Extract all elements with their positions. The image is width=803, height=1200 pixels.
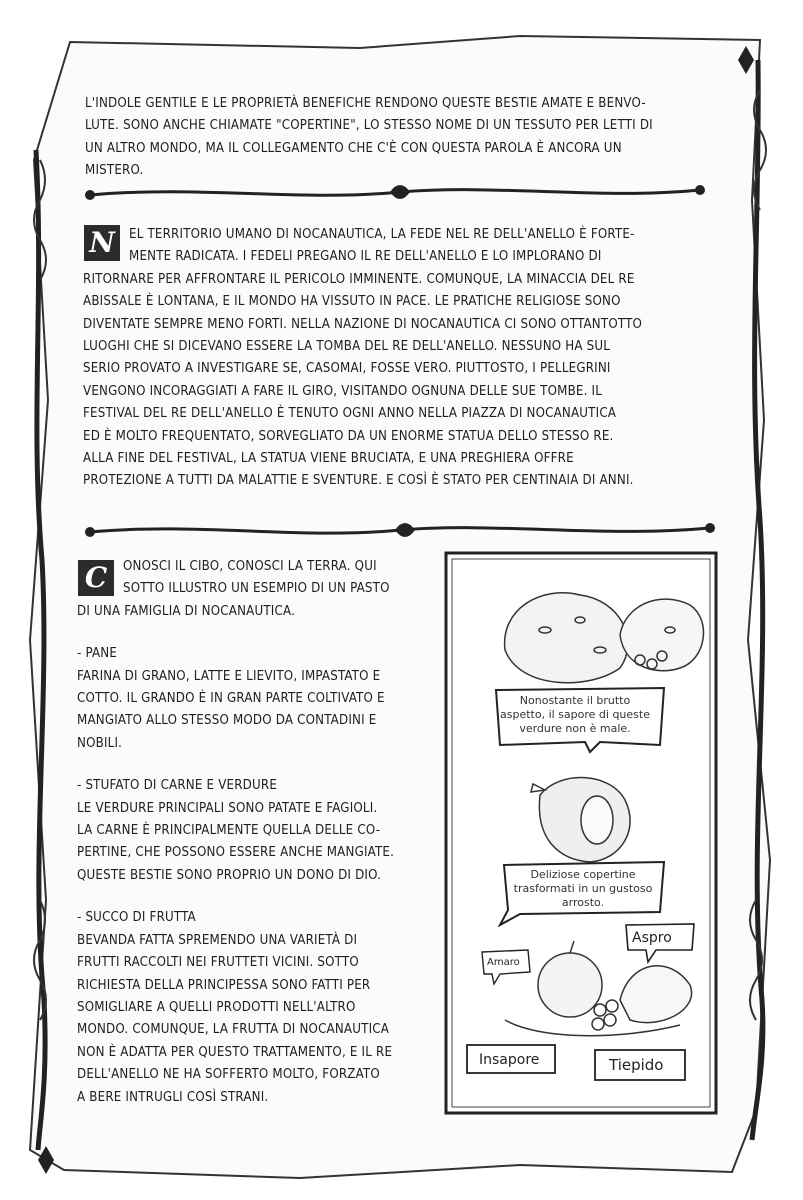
text-line: SOMIGLIARE A QUELLI PRODOTTI NELL'ALTRO: [77, 999, 356, 1015]
text-line: RICHIESTA DELLA PRINCIPESSA SONO FATTI PER: [77, 977, 371, 993]
text-line: ALLA FINE DEL FESTIVAL, LA STATUA VIENE BRUCIATA, E UNA PREGHIERA OFFRE: [83, 451, 574, 467]
bubble-line: aspetto, il sapore di queste: [500, 708, 650, 721]
text-line: QUESTE BESTIE SONO PROPRIO UN DONO DI DIO.: [77, 867, 382, 883]
text-line: MANGIATO ALLO STESSO MODO DA CONTADINI E: [77, 713, 377, 729]
text-line: SERIO PROVATO A INVESTIGARE SE, CASOMAI, FOSSE VERO. PIUTTOSTO, I PELLEGRINI: [83, 361, 611, 377]
section-3-text: [77, 556, 432, 1109]
bubble-2-text: [508, 868, 658, 910]
text-line: DELL'ANELLO NE HA SOFFERTO MOLTO, FORZATO: [77, 1067, 380, 1083]
label-amaro: Amaro: [487, 957, 520, 968]
item-title-succo: - SUCCO DI FRUTTA: [77, 910, 196, 926]
text-line: FARINA DI GRANO, LATTE E LIEVITO, IMPASTATO E: [77, 668, 381, 684]
text-line: RITORNARE PER AFFRONTARE IL PERICOLO IMMINENTE. COMUNQUE, LA MINACCIA DEL RE: [83, 271, 635, 287]
bubble-1-text: [500, 694, 650, 736]
label-tiepido: Tiepido: [609, 1056, 664, 1074]
text-line: VENGONO INCORAGGIATI A FARE IL GIRO, VISITANDO OGNUNA DELLE SUE TOMBE. IL: [83, 383, 603, 399]
text-line: DI UNA FAMIGLIA DI NOCANAUTICA.: [77, 603, 296, 619]
text-line: FRUTTI RACCOLTI NEI FRUTTETI VICINI. SOTTO: [77, 955, 359, 971]
drop-cap-n: N: [84, 225, 120, 261]
text-line: EL TERRITORIO UMANO DI NOCANAUTICA, LA FEDE NEL RE DELL'ANELLO È FORTE-: [129, 227, 635, 242]
text-line: UN ALTRO MONDO, MA IL COLLEGAMENTO CHE C'È CON QUESTA PAROLA È ANCORA UN: [85, 140, 622, 156]
text-line: SOTTO ILLUSTRO UN ESEMPIO DI UN PASTO: [123, 581, 390, 597]
label-insapore: Insapore: [479, 1052, 540, 1068]
bread-sketch: [505, 593, 704, 683]
item-title-pane: - PANE: [77, 646, 118, 662]
text-line: LE VERDURE PRINCIPALI SONO PATATE E FAGIOLI.: [77, 800, 378, 816]
text-line: ABISSALE È LONTANA, E IL MONDO HA VISSUTO IN PACE. LE PRATICHE RELIGIOSE SONO: [83, 294, 621, 310]
bubble-line: Deliziose copertine: [530, 868, 636, 881]
text-line: LUOGHI CHE SI DICEVANO ESSERE LA TOMBA DEL RE DELL'ANELLO. NESSUNO HA SUL: [83, 339, 611, 355]
section-2-text: [83, 224, 713, 493]
text-line: PERTINE, CHE POSSONO ESSERE ANCHE MANGIATE.: [77, 845, 395, 861]
text-line: DIVENTATE SEMPRE MENO FORTI. NELLA NAZIONE DI NOCANAUTICA CI SONO OTTANTOTTO: [83, 316, 643, 332]
text-line: BEVANDA FATTA SPREMENDO UNA VARIETÀ DI: [77, 932, 358, 948]
bubble-line: Nonostante il brutto: [519, 694, 631, 707]
text-line: COTTO. IL GRANDO È IN GRAN PARTE COLTIVATO E: [77, 691, 385, 707]
text-line: PROTEZIONE A TUTTI DA MALATTIE E SVENTURE. E COSÌ È STATO PER CENTINAIA DI ANNI.: [83, 473, 634, 489]
section-1-text: [85, 93, 705, 183]
bubble-line: trasformati in un gustoso: [513, 882, 653, 895]
text-line: LUTE. SONO ANCHE CHIAMATE "COPERTINE", LO STESSO NOME DI UN TESSUTO PER LETTI DI: [85, 118, 653, 134]
text-line: A BERE INTRUGLI COSÌ STRANI.: [77, 1089, 269, 1105]
text-line: NOBILI.: [77, 735, 123, 751]
text-line: FESTIVAL DEL RE DELL'ANELLO È TENUTO OGNI ANNO NELLA PIAZZA DI NOCANAUTICA: [83, 406, 617, 422]
drop-cap-c: C: [78, 560, 114, 596]
label-aspro: Aspro: [632, 930, 672, 946]
text-line: MONDO. COMUNQUE, LA FRUTTA DI NOCANAUTICA: [77, 1022, 390, 1038]
text-line: LA CARNE È PRINCIPALMENTE QUELLA DELLE CO-: [77, 823, 381, 839]
bubble-line: arrosto.: [561, 896, 605, 909]
item-title-stufato: - STUFATO DI CARNE E VERDURE: [77, 778, 278, 794]
text-line: MENTE RADICATA. I FEDELI PREGANO IL RE DELL'ANELLO E LO IMPLORANO DI: [129, 249, 602, 265]
text-line: L'INDOLE GENTILE E LE PROPRIETÀ BENEFICHE RENDONO QUESTE BESTIE AMATE E BENVO-: [85, 96, 646, 111]
bubble-line: verdure non è male.: [519, 722, 631, 735]
text-line: MISTERO.: [85, 163, 144, 179]
text-line: NON È ADATTA PER QUESTO TRATTAMENTO, E IL RE: [77, 1044, 393, 1060]
text-line: ED È MOLTO FREQUENTATO, SORVEGLIATO DA UN ENORME STATUA DELLO STESSO RE.: [83, 428, 614, 444]
text-line: ONOSCI IL CIBO, CONOSCI LA TERRA. QUI: [123, 559, 377, 574]
